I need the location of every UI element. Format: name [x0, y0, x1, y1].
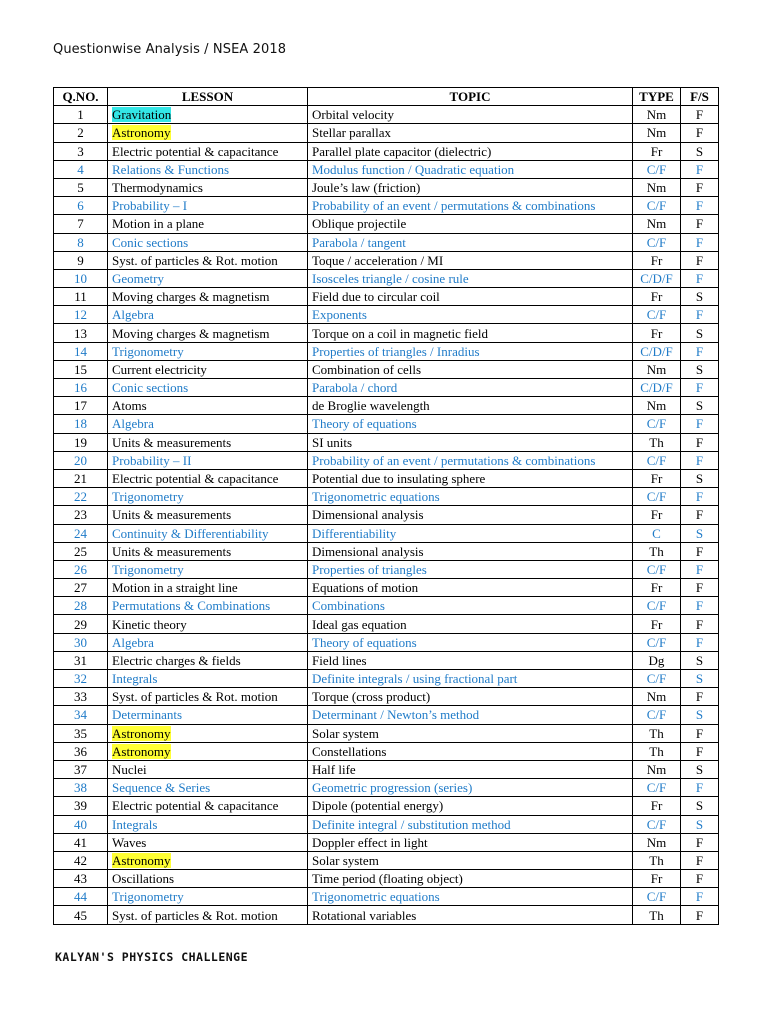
cell-lesson: Probability – I: [108, 197, 308, 215]
cell-qno: 5: [54, 178, 108, 196]
cell-topic: Toque / acceleration / MI: [308, 251, 633, 269]
cell-type: Nm: [633, 833, 681, 851]
cell-type: C: [633, 524, 681, 542]
cell-type: C/D/F: [633, 379, 681, 397]
cell-qno: 25: [54, 542, 108, 560]
cell-type: C/F: [633, 415, 681, 433]
cell-fs: F: [681, 269, 719, 287]
table-body: [54, 106, 719, 924]
cell-lesson: Algebra: [108, 306, 308, 324]
cell-qno: 30: [54, 633, 108, 651]
table-row: [54, 888, 719, 906]
cell-type: Nm: [633, 688, 681, 706]
table-row: [54, 178, 719, 196]
cell-lesson: Kinetic theory: [108, 615, 308, 633]
cell-qno: 11: [54, 288, 108, 306]
cell-type: C/F: [633, 160, 681, 178]
cell-topic: Theory of equations: [308, 415, 633, 433]
cell-fs: F: [681, 888, 719, 906]
cell-fs: S: [681, 324, 719, 342]
cell-topic: Parabola / chord: [308, 379, 633, 397]
cell-lesson: Units & measurements: [108, 433, 308, 451]
table-row: [54, 106, 719, 124]
cell-topic: Oblique projectile: [308, 215, 633, 233]
cell-qno: 6: [54, 197, 108, 215]
analysis-table: [53, 87, 719, 925]
cell-topic: Dimensional analysis: [308, 542, 633, 560]
table-row: [54, 197, 719, 215]
cell-topic: Definite integral / substitution method: [308, 815, 633, 833]
table-row: [54, 306, 719, 324]
cell-lesson: [108, 106, 308, 124]
cell-type: C/F: [633, 670, 681, 688]
cell-lesson: Conic sections: [108, 233, 308, 251]
cell-type: Fr: [633, 797, 681, 815]
cell-qno: 17: [54, 397, 108, 415]
cell-topic: Solar system: [308, 851, 633, 869]
cell-type: Nm: [633, 760, 681, 778]
table-row: [54, 870, 719, 888]
header-qno: Q.NO.: [54, 88, 108, 106]
cell-type: Fr: [633, 469, 681, 487]
table-row: [54, 706, 719, 724]
cell-lesson: Nuclei: [108, 760, 308, 778]
cell-lesson: Waves: [108, 833, 308, 851]
table-row: [54, 524, 719, 542]
table-row: [54, 433, 719, 451]
cell-type: Th: [633, 851, 681, 869]
cell-topic: Properties of triangles: [308, 560, 633, 578]
cell-fs: F: [681, 342, 719, 360]
cell-topic: Time period (floating object): [308, 870, 633, 888]
cell-fs: F: [681, 688, 719, 706]
cell-qno: 3: [54, 142, 108, 160]
cell-topic: de Broglie wavelength: [308, 397, 633, 415]
cell-fs: S: [681, 360, 719, 378]
table-row: [54, 215, 719, 233]
cell-topic: Determinant / Newton’s method: [308, 706, 633, 724]
cell-fs: F: [681, 615, 719, 633]
highlighted-lesson: Astronomy: [112, 743, 171, 759]
cell-lesson: Integrals: [108, 670, 308, 688]
cell-qno: 23: [54, 506, 108, 524]
table-row: [54, 688, 719, 706]
cell-topic: Dimensional analysis: [308, 506, 633, 524]
cell-type: Dg: [633, 651, 681, 669]
cell-topic: Stellar parallax: [308, 124, 633, 142]
cell-qno: 22: [54, 488, 108, 506]
cell-type: Fr: [633, 251, 681, 269]
cell-type: Fr: [633, 506, 681, 524]
table-row: [54, 488, 719, 506]
cell-type: Th: [633, 433, 681, 451]
cell-lesson: Electric potential & capacitance: [108, 142, 308, 160]
cell-qno: 9: [54, 251, 108, 269]
table-row: [54, 415, 719, 433]
cell-topic: Field lines: [308, 651, 633, 669]
table-row: [54, 724, 719, 742]
cell-type: Fr: [633, 870, 681, 888]
cell-type: Fr: [633, 579, 681, 597]
cell-lesson: Electric potential & capacitance: [108, 469, 308, 487]
highlighted-lesson: Astronomy: [112, 852, 171, 868]
cell-topic: Torque on a coil in magnetic field: [308, 324, 633, 342]
cell-type: Nm: [633, 360, 681, 378]
cell-topic: Constellations: [308, 742, 633, 760]
cell-fs: F: [681, 451, 719, 469]
cell-type: C/F: [633, 488, 681, 506]
cell-fs: F: [681, 742, 719, 760]
cell-qno: 12: [54, 306, 108, 324]
cell-fs: F: [681, 379, 719, 397]
cell-topic: Trigonometric equations: [308, 888, 633, 906]
cell-type: C/F: [633, 306, 681, 324]
cell-fs: F: [681, 433, 719, 451]
cell-lesson: Moving charges & magnetism: [108, 324, 308, 342]
cell-type: C/D/F: [633, 342, 681, 360]
cell-topic: Isosceles triangle / cosine rule: [308, 269, 633, 287]
cell-fs: S: [681, 469, 719, 487]
cell-type: C/F: [633, 633, 681, 651]
cell-fs: F: [681, 160, 719, 178]
cell-qno: 32: [54, 670, 108, 688]
cell-qno: 34: [54, 706, 108, 724]
cell-lesson: Motion in a straight line: [108, 579, 308, 597]
cell-topic: Trigonometric equations: [308, 488, 633, 506]
cell-fs: F: [681, 560, 719, 578]
cell-type: Nm: [633, 215, 681, 233]
cell-lesson: Syst. of particles & Rot. motion: [108, 251, 308, 269]
cell-lesson: Continuity & Differentiability: [108, 524, 308, 542]
cell-fs: F: [681, 124, 719, 142]
cell-qno: 45: [54, 906, 108, 924]
highlighted-lesson: Gravitation: [112, 107, 172, 123]
header-lesson: LESSON: [108, 88, 308, 106]
cell-qno: 29: [54, 615, 108, 633]
table-row: [54, 651, 719, 669]
table-row: [54, 251, 719, 269]
cell-topic: Joule’s law (friction): [308, 178, 633, 196]
cell-topic: Dipole (potential energy): [308, 797, 633, 815]
cell-qno: 37: [54, 760, 108, 778]
cell-fs: F: [681, 488, 719, 506]
cell-topic: Potential due to insulating sphere: [308, 469, 633, 487]
cell-qno: 35: [54, 724, 108, 742]
cell-fs: S: [681, 797, 719, 815]
cell-qno: 33: [54, 688, 108, 706]
table-row: [54, 142, 719, 160]
cell-topic: Orbital velocity: [308, 106, 633, 124]
cell-fs: F: [681, 579, 719, 597]
cell-qno: 18: [54, 415, 108, 433]
cell-qno: 43: [54, 870, 108, 888]
cell-qno: 21: [54, 469, 108, 487]
cell-lesson: Electric charges & fields: [108, 651, 308, 669]
cell-lesson: Algebra: [108, 415, 308, 433]
cell-lesson: Atoms: [108, 397, 308, 415]
cell-type: Nm: [633, 397, 681, 415]
table-row: [54, 560, 719, 578]
cell-fs: S: [681, 397, 719, 415]
table-row: [54, 269, 719, 287]
cell-lesson: Electric potential & capacitance: [108, 797, 308, 815]
cell-qno: 13: [54, 324, 108, 342]
cell-qno: 8: [54, 233, 108, 251]
header-topic: TOPIC: [308, 88, 633, 106]
table-header-row: [54, 88, 719, 106]
cell-topic: Doppler effect in light: [308, 833, 633, 851]
cell-topic: SI units: [308, 433, 633, 451]
cell-topic: Field due to circular coil: [308, 288, 633, 306]
table-row: [54, 342, 719, 360]
cell-fs: F: [681, 724, 719, 742]
cell-fs: F: [681, 306, 719, 324]
cell-lesson: Syst. of particles & Rot. motion: [108, 906, 308, 924]
cell-topic: Equations of motion: [308, 579, 633, 597]
cell-type: C/F: [633, 560, 681, 578]
cell-fs: F: [681, 215, 719, 233]
table-row: [54, 542, 719, 560]
cell-topic: Parallel plate capacitor (dielectric): [308, 142, 633, 160]
cell-fs: F: [681, 106, 719, 124]
cell-topic: Properties of triangles / Inradius: [308, 342, 633, 360]
cell-fs: S: [681, 288, 719, 306]
header-fs: F/S: [681, 88, 719, 106]
cell-fs: F: [681, 833, 719, 851]
cell-fs: S: [681, 142, 719, 160]
cell-lesson: Units & measurements: [108, 542, 308, 560]
cell-qno: 27: [54, 579, 108, 597]
cell-topic: Torque (cross product): [308, 688, 633, 706]
cell-fs: F: [681, 233, 719, 251]
cell-lesson: Thermodynamics: [108, 178, 308, 196]
cell-topic: Solar system: [308, 724, 633, 742]
cell-lesson: Geometry: [108, 269, 308, 287]
cell-type: Nm: [633, 178, 681, 196]
cell-qno: 36: [54, 742, 108, 760]
cell-qno: 26: [54, 560, 108, 578]
cell-qno: 39: [54, 797, 108, 815]
table-row: [54, 397, 719, 415]
cell-lesson: Relations & Functions: [108, 160, 308, 178]
table-row: [54, 833, 719, 851]
cell-fs: S: [681, 651, 719, 669]
cell-lesson: Trigonometry: [108, 342, 308, 360]
cell-topic: Half life: [308, 760, 633, 778]
cell-qno: 28: [54, 597, 108, 615]
cell-fs: S: [681, 815, 719, 833]
cell-type: Fr: [633, 615, 681, 633]
footer-brand: KALYAN'S PHYSICS CHALLENGE: [55, 950, 249, 964]
cell-fs: F: [681, 542, 719, 560]
table-row: [54, 124, 719, 142]
table-row: [54, 579, 719, 597]
cell-qno: 15: [54, 360, 108, 378]
cell-fs: F: [681, 415, 719, 433]
cell-fs: S: [681, 524, 719, 542]
cell-type: Th: [633, 906, 681, 924]
cell-fs: F: [681, 251, 719, 269]
table-row: [54, 633, 719, 651]
cell-topic: Definite integrals / using fractional part: [308, 670, 633, 688]
cell-fs: F: [681, 506, 719, 524]
cell-topic: Probability of an event / permutations & combinations: [308, 451, 633, 469]
cell-lesson: Trigonometry: [108, 488, 308, 506]
cell-fs: F: [681, 633, 719, 651]
cell-type: Fr: [633, 288, 681, 306]
cell-qno: 7: [54, 215, 108, 233]
cell-type: Fr: [633, 142, 681, 160]
cell-type: Th: [633, 542, 681, 560]
cell-type: Nm: [633, 124, 681, 142]
table-row: [54, 742, 719, 760]
table-row: [54, 597, 719, 615]
table-row: [54, 451, 719, 469]
cell-lesson: Syst. of particles & Rot. motion: [108, 688, 308, 706]
table-row: [54, 615, 719, 633]
cell-type: Th: [633, 724, 681, 742]
table-row: [54, 797, 719, 815]
cell-type: C/F: [633, 815, 681, 833]
cell-lesson: [108, 724, 308, 742]
cell-fs: F: [681, 178, 719, 196]
page-title: Questionwise Analysis / NSEA 2018: [53, 42, 287, 57]
cell-topic: Exponents: [308, 306, 633, 324]
cell-lesson: [108, 742, 308, 760]
cell-fs: F: [681, 597, 719, 615]
cell-fs: F: [681, 851, 719, 869]
table-row: [54, 233, 719, 251]
cell-qno: 24: [54, 524, 108, 542]
cell-lesson: Trigonometry: [108, 560, 308, 578]
cell-qno: 40: [54, 815, 108, 833]
cell-qno: 10: [54, 269, 108, 287]
cell-topic: Modulus function / Quadratic equation: [308, 160, 633, 178]
cell-type: Nm: [633, 106, 681, 124]
cell-qno: 42: [54, 851, 108, 869]
cell-lesson: [108, 851, 308, 869]
table-row: [54, 379, 719, 397]
table-row: [54, 779, 719, 797]
cell-fs: F: [681, 906, 719, 924]
cell-fs: S: [681, 706, 719, 724]
table-row: [54, 815, 719, 833]
cell-type: C/F: [633, 597, 681, 615]
highlighted-lesson: Astronomy: [112, 725, 171, 741]
cell-topic: Ideal gas equation: [308, 615, 633, 633]
table-row: [54, 851, 719, 869]
cell-lesson: Moving charges & magnetism: [108, 288, 308, 306]
table-row: [54, 670, 719, 688]
cell-fs: F: [681, 779, 719, 797]
cell-qno: 16: [54, 379, 108, 397]
cell-topic: Combinations: [308, 597, 633, 615]
cell-type: C/F: [633, 888, 681, 906]
cell-lesson: Trigonometry: [108, 888, 308, 906]
table-row: [54, 360, 719, 378]
cell-qno: 4: [54, 160, 108, 178]
cell-lesson: Determinants: [108, 706, 308, 724]
cell-lesson: Permutations & Combinations: [108, 597, 308, 615]
cell-type: Fr: [633, 324, 681, 342]
table-row: [54, 906, 719, 924]
cell-qno: 38: [54, 779, 108, 797]
table-row: [54, 324, 719, 342]
cell-type: C/F: [633, 197, 681, 215]
cell-topic: Combination of cells: [308, 360, 633, 378]
cell-lesson: Probability – II: [108, 451, 308, 469]
cell-fs: S: [681, 670, 719, 688]
cell-qno: 2: [54, 124, 108, 142]
cell-type: C/F: [633, 706, 681, 724]
cell-qno: 31: [54, 651, 108, 669]
table-row: [54, 288, 719, 306]
cell-topic: Differentiability: [308, 524, 633, 542]
table-row: [54, 469, 719, 487]
cell-lesson: Conic sections: [108, 379, 308, 397]
cell-fs: F: [681, 197, 719, 215]
cell-topic: Geometric progression (series): [308, 779, 633, 797]
cell-topic: Probability of an event / permutations & combinations: [308, 197, 633, 215]
cell-type: C/F: [633, 451, 681, 469]
cell-qno: 20: [54, 451, 108, 469]
cell-fs: F: [681, 870, 719, 888]
cell-lesson: Oscillations: [108, 870, 308, 888]
cell-lesson: Algebra: [108, 633, 308, 651]
cell-topic: Rotational variables: [308, 906, 633, 924]
cell-qno: 19: [54, 433, 108, 451]
cell-lesson: Integrals: [108, 815, 308, 833]
cell-fs: S: [681, 760, 719, 778]
cell-qno: 44: [54, 888, 108, 906]
cell-lesson: Sequence & Series: [108, 779, 308, 797]
cell-qno: 14: [54, 342, 108, 360]
cell-type: C/F: [633, 233, 681, 251]
table-row: [54, 506, 719, 524]
cell-type: C/D/F: [633, 269, 681, 287]
cell-type: Th: [633, 742, 681, 760]
cell-qno: 41: [54, 833, 108, 851]
cell-lesson: Current electricity: [108, 360, 308, 378]
table-row: [54, 760, 719, 778]
table-row: [54, 160, 719, 178]
cell-topic: Parabola / tangent: [308, 233, 633, 251]
cell-topic: Theory of equations: [308, 633, 633, 651]
cell-lesson: Units & measurements: [108, 506, 308, 524]
cell-lesson: Motion in a plane: [108, 215, 308, 233]
highlighted-lesson: Astronomy: [112, 125, 171, 141]
cell-type: C/F: [633, 779, 681, 797]
header-type: TYPE: [633, 88, 681, 106]
cell-lesson: [108, 124, 308, 142]
cell-qno: 1: [54, 106, 108, 124]
